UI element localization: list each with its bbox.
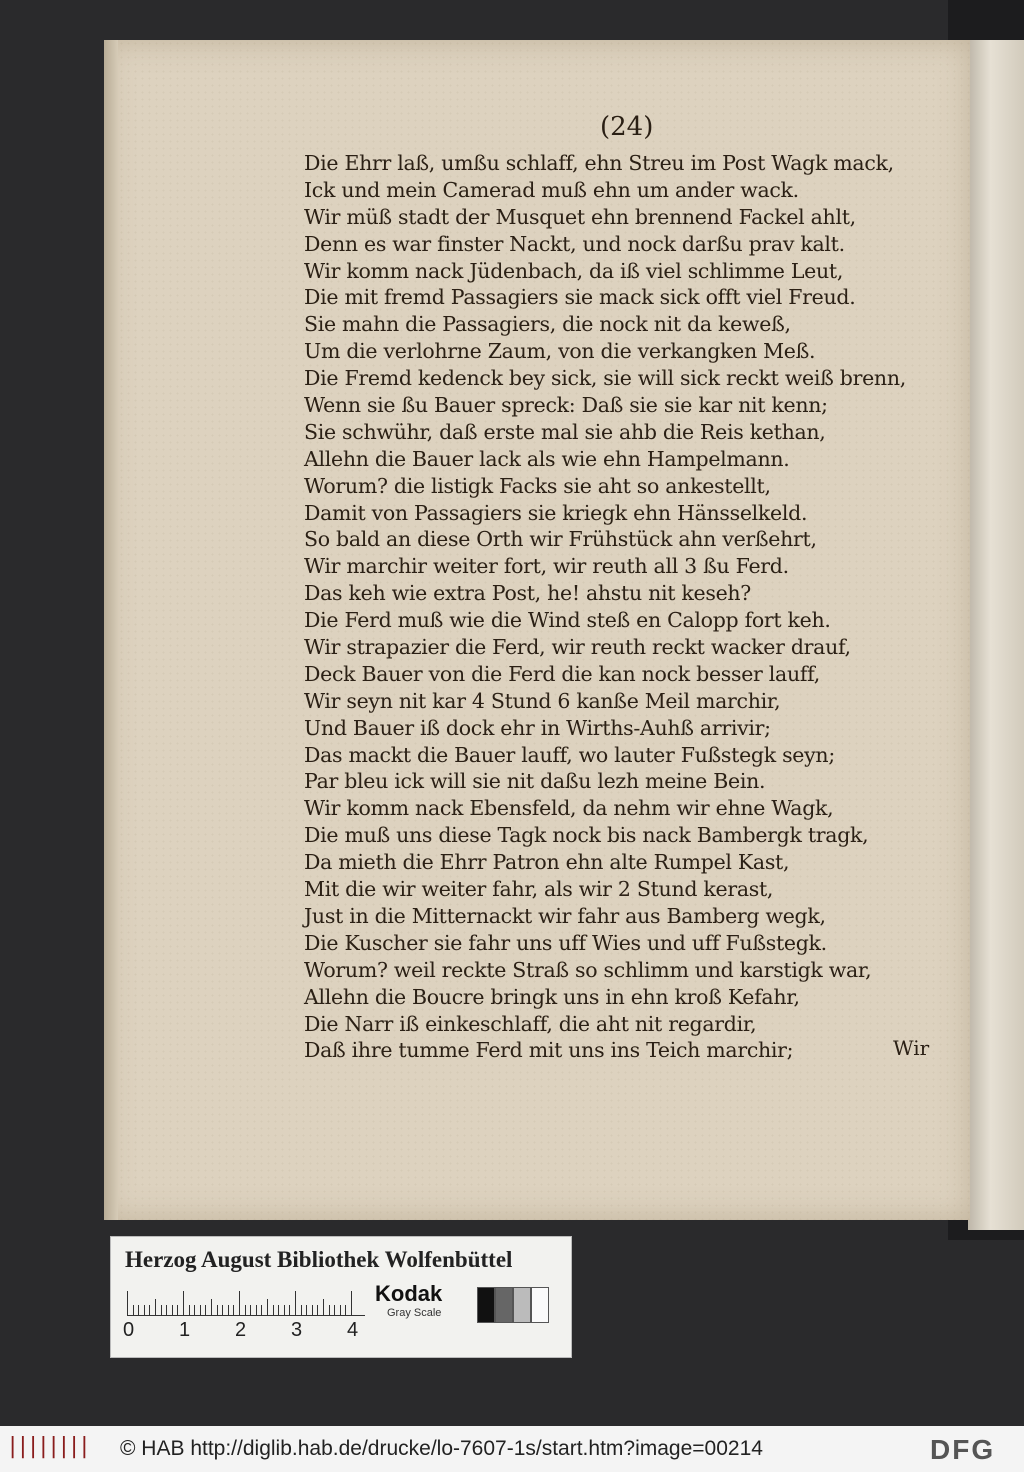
verse-line: Daß ihre tumme Ferd mit uns ins Teich marchir; bbox=[304, 1038, 794, 1063]
ruler-tick bbox=[155, 1299, 156, 1315]
gray-scale-swatches bbox=[477, 1287, 549, 1323]
ruler-tick bbox=[217, 1305, 218, 1315]
ruler-tick bbox=[205, 1305, 206, 1315]
verse-line: Mit die wir weiter fahr, als wir 2 Stund kerast, bbox=[304, 877, 774, 902]
verse-line: Die Fremd kedenck bey sick, sie will sick reckt weiß brenn, bbox=[304, 366, 906, 391]
gray-swatch bbox=[477, 1287, 495, 1323]
ruler-tick bbox=[245, 1305, 246, 1315]
verse-line: Die Ferd muß wie die Wind steß en Calopp fort keh. bbox=[304, 608, 831, 633]
ruler-tick bbox=[289, 1305, 290, 1315]
verse-line: Die Ehrr laß, umßu schlaff, ehn Streu im Post Wagk mack, bbox=[304, 151, 894, 175]
ruler-tick bbox=[138, 1305, 139, 1315]
verse-line: Wenn sie ßu Bauer spreck: Daß sie sie kar nit kenn; bbox=[304, 393, 828, 418]
ruler-tick bbox=[189, 1305, 190, 1315]
ruler-number: 0 bbox=[123, 1319, 135, 1341]
ruler-tick bbox=[317, 1305, 318, 1315]
facing-page-edge bbox=[968, 40, 1024, 1230]
ruler-tick bbox=[166, 1305, 167, 1315]
ruler-tick bbox=[261, 1305, 262, 1315]
ruler-tick bbox=[278, 1305, 279, 1315]
verse-line: Die mit fremd Passagiers sie mack sick offt viel Freud. bbox=[304, 285, 856, 310]
verse-line: So bald an diese Orth wir Frühstück ahn verßehrt, bbox=[304, 527, 817, 552]
measurement-ruler bbox=[127, 1289, 365, 1316]
library-name: Herzog August Bibliothek Wolfenbüttel bbox=[125, 1247, 513, 1272]
verse-line: Die muß uns diese Tagk nock bis nack Bambergk tragk, bbox=[304, 823, 869, 848]
ruler-tick bbox=[351, 1291, 352, 1315]
ruler-tick bbox=[161, 1305, 162, 1315]
ruler-tick bbox=[144, 1305, 145, 1315]
ruler-tick bbox=[340, 1305, 341, 1315]
ruler-number: 4 bbox=[347, 1319, 359, 1341]
verse-line: Wir müß stadt der Musquet ehn brennend Fackel ahlt, bbox=[304, 204, 856, 229]
ruler-tick bbox=[256, 1305, 257, 1315]
verse-line: Die Kuscher sie fahr uns uff Wies und uff Fußstegk. bbox=[304, 930, 827, 955]
verse-line: Das mackt die Bauer lauff, wo lauter Fußstegk seyn; bbox=[304, 742, 835, 767]
gray-swatch bbox=[531, 1287, 549, 1323]
verse-line: Die Narr iß einkeschlaff, die aht nit regardir, bbox=[304, 1011, 757, 1036]
ruler-tick bbox=[312, 1305, 313, 1315]
ruler-tick bbox=[183, 1291, 184, 1315]
verse-text-block bbox=[304, 150, 944, 1064]
verse-line: Allehn die Bauer lack als wie ehn Hampelmann. bbox=[304, 446, 790, 471]
verse-line: Ick und mein Camerad muß ehn um ander wack. bbox=[304, 177, 799, 202]
gray-swatch bbox=[513, 1287, 531, 1323]
verse-line: Da mieth die Ehrr Patron ehn alte Rumpel Kast, bbox=[304, 850, 790, 875]
dfg-logo: DFG bbox=[930, 1434, 996, 1465]
catchword: Wir bbox=[893, 1036, 930, 1060]
ruler-tick bbox=[172, 1305, 173, 1315]
verse-line: Deck Bauer von die Ferd die kan nock besser lauff, bbox=[304, 661, 820, 686]
viewer-footer bbox=[0, 1426, 1024, 1472]
verse-line: Und Bauer iß dock ehr in Wirths-Auhß arrivir; bbox=[304, 715, 771, 740]
verse-line: Sie mahn die Passagiers, die nock nit da keweß, bbox=[304, 312, 791, 337]
ruler-tick bbox=[329, 1305, 330, 1315]
page-number: (24) bbox=[600, 112, 654, 142]
library-label-card bbox=[110, 1236, 572, 1358]
ruler-tick bbox=[323, 1299, 324, 1315]
verse-line: Just in die Mitternackt wir fahr aus Bamberg wegk, bbox=[304, 903, 826, 928]
verse-line: Denn es war finster Nackt, und nock darßu prav kalt. bbox=[304, 231, 845, 256]
ruler-tick bbox=[127, 1291, 128, 1315]
verse-line: Damit von Passagiers sie kriegk ehn Hänsselkeld. bbox=[304, 500, 808, 525]
ruler-tick bbox=[267, 1299, 268, 1315]
verse-line: Allehn die Boucre bringk uns in ehn kroß Kefahr, bbox=[304, 984, 800, 1009]
ruler-tick bbox=[273, 1305, 274, 1315]
ruler-tick bbox=[149, 1305, 150, 1315]
ruler-tick bbox=[301, 1305, 302, 1315]
ruler-tick bbox=[334, 1305, 335, 1315]
gray-swatch bbox=[495, 1287, 513, 1323]
ruler-tick bbox=[306, 1305, 307, 1315]
ruler-tick bbox=[228, 1305, 229, 1315]
ruler-tick bbox=[239, 1291, 240, 1315]
ruler-tick bbox=[284, 1305, 285, 1315]
ruler-tick bbox=[250, 1305, 251, 1315]
ruler-tick bbox=[200, 1305, 201, 1315]
verse-line: Wir strapazier die Ferd, wir reuth reckt wacker drauf, bbox=[304, 635, 851, 660]
ruler-number: 2 bbox=[235, 1319, 247, 1341]
ruler-tick bbox=[295, 1291, 296, 1315]
verse-line: Um die verlohrne Zaum, von die verkangken Meß. bbox=[304, 339, 816, 364]
ruler-tick bbox=[177, 1305, 178, 1315]
gray-scale-caption: Gray Scale bbox=[387, 1307, 442, 1319]
verse-line: Wir marchir weiter fort, wir reuth all 3 ßu Ferd. bbox=[304, 554, 789, 579]
ruler-tick bbox=[345, 1305, 346, 1315]
verse-line: Par bleu ick will sie nit daßu lezh meine Bein. bbox=[304, 769, 766, 794]
verse-line: Das keh wie extra Post, he! ahstu nit keseh? bbox=[304, 581, 751, 606]
copyright-link[interactable]: © HAB http://diglib.hab.de/drucke/lo-7607-1s/start.htm?image=00214 bbox=[120, 1437, 763, 1460]
verse-line: Worum? weil reckte Straß so schlimm und karstigk war, bbox=[304, 957, 872, 982]
hab-barcode-logo-icon: |||||||| bbox=[6, 1434, 88, 1459]
ruler-tick bbox=[233, 1305, 234, 1315]
ruler-tick bbox=[211, 1299, 212, 1315]
ruler-tick bbox=[222, 1305, 223, 1315]
verse-line: Wir komm nack Ebensfeld, da nehm wir ehne Wagk, bbox=[304, 796, 834, 821]
verse-line: Worum? die listigk Facks sie aht so ankestellt, bbox=[304, 473, 771, 498]
ruler-tick bbox=[133, 1305, 134, 1315]
verse-line: Wir seyn nit kar 4 Stund 6 kanße Meil marchir, bbox=[304, 688, 781, 713]
kodak-logo: Kodak bbox=[375, 1281, 443, 1306]
verse-line: Sie schwühr, daß erste mal sie ahb die Reis kethan, bbox=[304, 419, 826, 444]
ruler-tick bbox=[194, 1305, 195, 1315]
ruler-number: 3 bbox=[291, 1319, 303, 1341]
ruler-number: 1 bbox=[179, 1319, 191, 1341]
page-stack-edge bbox=[104, 40, 118, 1220]
verse-line: Wir komm nack Jüdenbach, da iß viel schlimme Leut, bbox=[304, 258, 844, 283]
